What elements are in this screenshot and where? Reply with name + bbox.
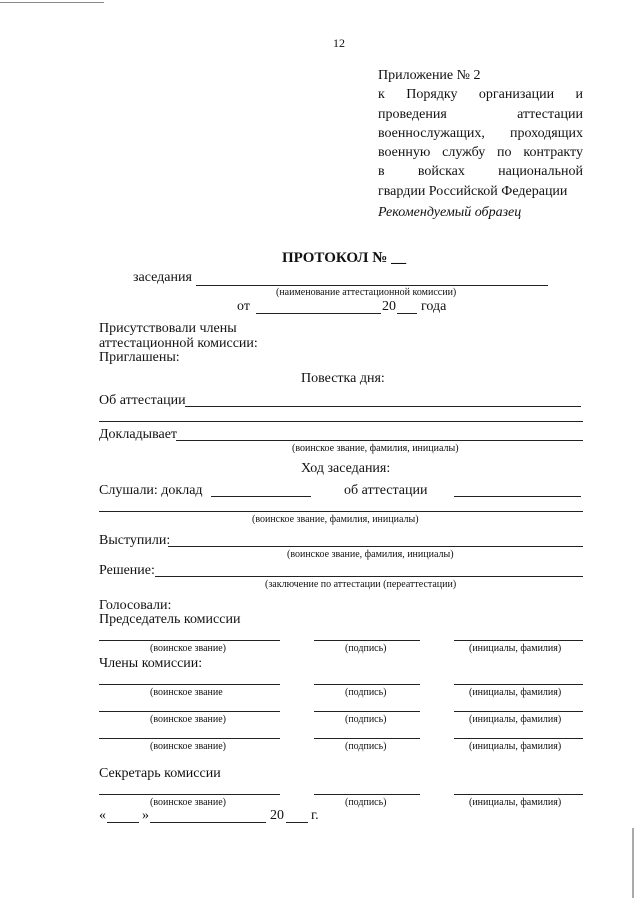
date-day-month-line[interactable] bbox=[256, 313, 381, 314]
heard-caption: (воинское звание, фамилия, инициалы) bbox=[252, 514, 419, 525]
member1-signature-caption: (подпись) bbox=[345, 687, 387, 698]
appendix-block bbox=[378, 66, 583, 201]
chairman-initials-line[interactable] bbox=[454, 640, 583, 641]
spoke-line[interactable] bbox=[168, 546, 583, 547]
footer-month-line[interactable] bbox=[150, 822, 266, 823]
member3-rank-caption: (воинское звание) bbox=[150, 741, 226, 752]
member3-initials-caption: (инициалы, фамилия) bbox=[469, 741, 562, 752]
member3-signature-caption: (подпись) bbox=[345, 741, 387, 752]
member2-initials-caption: (инициалы, фамилия) bbox=[469, 714, 562, 725]
chairman-label: Председатель комиссии bbox=[99, 612, 241, 627]
commission-name-caption: (наименование аттестационной комиссии) bbox=[276, 287, 457, 298]
footer-year-line[interactable] bbox=[286, 822, 308, 823]
secretary-signature-caption: (подпись) bbox=[345, 797, 387, 808]
date-year-suffix: года bbox=[421, 299, 447, 314]
proceedings-heading: Ход заседания: bbox=[301, 461, 391, 476]
date-year-prefix: 20 bbox=[382, 299, 396, 314]
footer-year-prefix: 20 bbox=[270, 808, 284, 823]
member1-initials-line[interactable] bbox=[454, 684, 583, 685]
scan-artifact-top bbox=[0, 2, 104, 3]
secretary-signature-line[interactable] bbox=[314, 794, 420, 795]
decision-label: Решение: bbox=[99, 563, 155, 578]
secretary-rank-line[interactable] bbox=[99, 794, 280, 795]
date-from-label: от bbox=[237, 299, 250, 314]
appendix-line-6: в войсках национальной bbox=[378, 164, 583, 180]
protocol-title bbox=[282, 250, 406, 267]
member3-signature-line[interactable] bbox=[314, 738, 420, 739]
chairman-initials-caption: (инициалы, фамилия) bbox=[469, 643, 562, 654]
present-members-line1: Присутствовали члены bbox=[99, 321, 237, 336]
member1-initials-caption: (инициалы, фамилия) bbox=[469, 687, 562, 698]
scan-artifact-right bbox=[632, 828, 634, 898]
agenda-heading: Повестка дня: bbox=[301, 371, 385, 386]
secretary-initials-line[interactable] bbox=[454, 794, 583, 795]
protocol-number-blank: __ bbox=[391, 250, 407, 266]
agenda-about-attestation: Об аттестации bbox=[99, 393, 186, 408]
invited-label: Приглашены: bbox=[99, 350, 180, 365]
page-number: 12 bbox=[333, 36, 345, 50]
member1-signature-line[interactable] bbox=[314, 684, 420, 685]
member1-rank-caption: (воинское звание bbox=[150, 687, 223, 698]
recommended-sample-label: Рекомендуемый образец bbox=[378, 205, 522, 220]
secretary-label: Секретарь комиссии bbox=[99, 766, 221, 781]
member2-initials-line[interactable] bbox=[454, 711, 583, 712]
secretary-rank-caption: (воинское звание) bbox=[150, 797, 226, 808]
member1-rank-line[interactable] bbox=[99, 684, 280, 685]
appendix-line-5: военную службу по контракту bbox=[378, 145, 583, 161]
member3-initials-line[interactable] bbox=[454, 738, 583, 739]
heard-attestation-line[interactable] bbox=[454, 496, 581, 497]
appendix-line-7: гвардии Российской Федерации bbox=[378, 183, 568, 199]
footer-close-quote: » bbox=[142, 808, 149, 823]
appendix-line-2: к Порядку организации и bbox=[378, 87, 583, 103]
footer-day-line[interactable] bbox=[107, 822, 139, 823]
agenda-extra-line[interactable] bbox=[99, 421, 583, 422]
reporter-line[interactable] bbox=[176, 440, 583, 441]
chairman-rank-line[interactable] bbox=[99, 640, 280, 641]
member2-rank-caption: (воинское звание) bbox=[150, 714, 226, 725]
commission-name-line[interactable] bbox=[196, 285, 548, 286]
footer-open-quote: « bbox=[99, 808, 106, 823]
reporter-caption: (воинское звание, фамилия, инициалы) bbox=[292, 443, 459, 454]
present-members-line2: аттестационной комиссии: bbox=[99, 336, 258, 351]
chairman-signature-caption: (подпись) bbox=[345, 643, 387, 654]
secretary-initials-caption: (инициалы, фамилия) bbox=[469, 797, 562, 808]
agenda-attestation-line[interactable] bbox=[185, 406, 581, 407]
decision-line[interactable] bbox=[155, 576, 583, 577]
member2-signature-line[interactable] bbox=[314, 711, 420, 712]
member2-rank-line[interactable] bbox=[99, 711, 280, 712]
decision-caption: (заключение по аттестации (переаттестации) bbox=[265, 579, 457, 590]
heard-about-attestation: об аттестации bbox=[344, 483, 428, 498]
appendix-line-1: Приложение № 2 bbox=[378, 68, 481, 83]
heard-report-label: Слушали: доклад bbox=[99, 483, 203, 498]
protocol-title-text: ПРОТОКОЛ № bbox=[282, 250, 388, 266]
heard-person-line[interactable] bbox=[99, 511, 583, 512]
meeting-label: заседания bbox=[133, 270, 192, 285]
members-label: Члены комиссии: bbox=[99, 656, 203, 671]
heard-report-line[interactable] bbox=[211, 496, 311, 497]
appendix-line-3: проведения аттестации bbox=[378, 106, 583, 122]
spoke-label: Выступили: bbox=[99, 533, 171, 548]
appendix-line-4: военнослужащих, проходящих bbox=[378, 125, 583, 141]
spoke-caption: (воинское звание, фамилия, инициалы) bbox=[287, 549, 454, 560]
footer-year-suffix: г. bbox=[311, 808, 319, 823]
date-year-line[interactable] bbox=[397, 313, 417, 314]
chairman-rank-caption: (воинское звание) bbox=[150, 643, 226, 654]
reporter-label: Докладывает bbox=[99, 427, 178, 442]
chairman-signature-line[interactable] bbox=[314, 640, 420, 641]
voted-label: Голосовали: bbox=[99, 598, 172, 613]
member3-rank-line[interactable] bbox=[99, 738, 280, 739]
member2-signature-caption: (подпись) bbox=[345, 714, 387, 725]
